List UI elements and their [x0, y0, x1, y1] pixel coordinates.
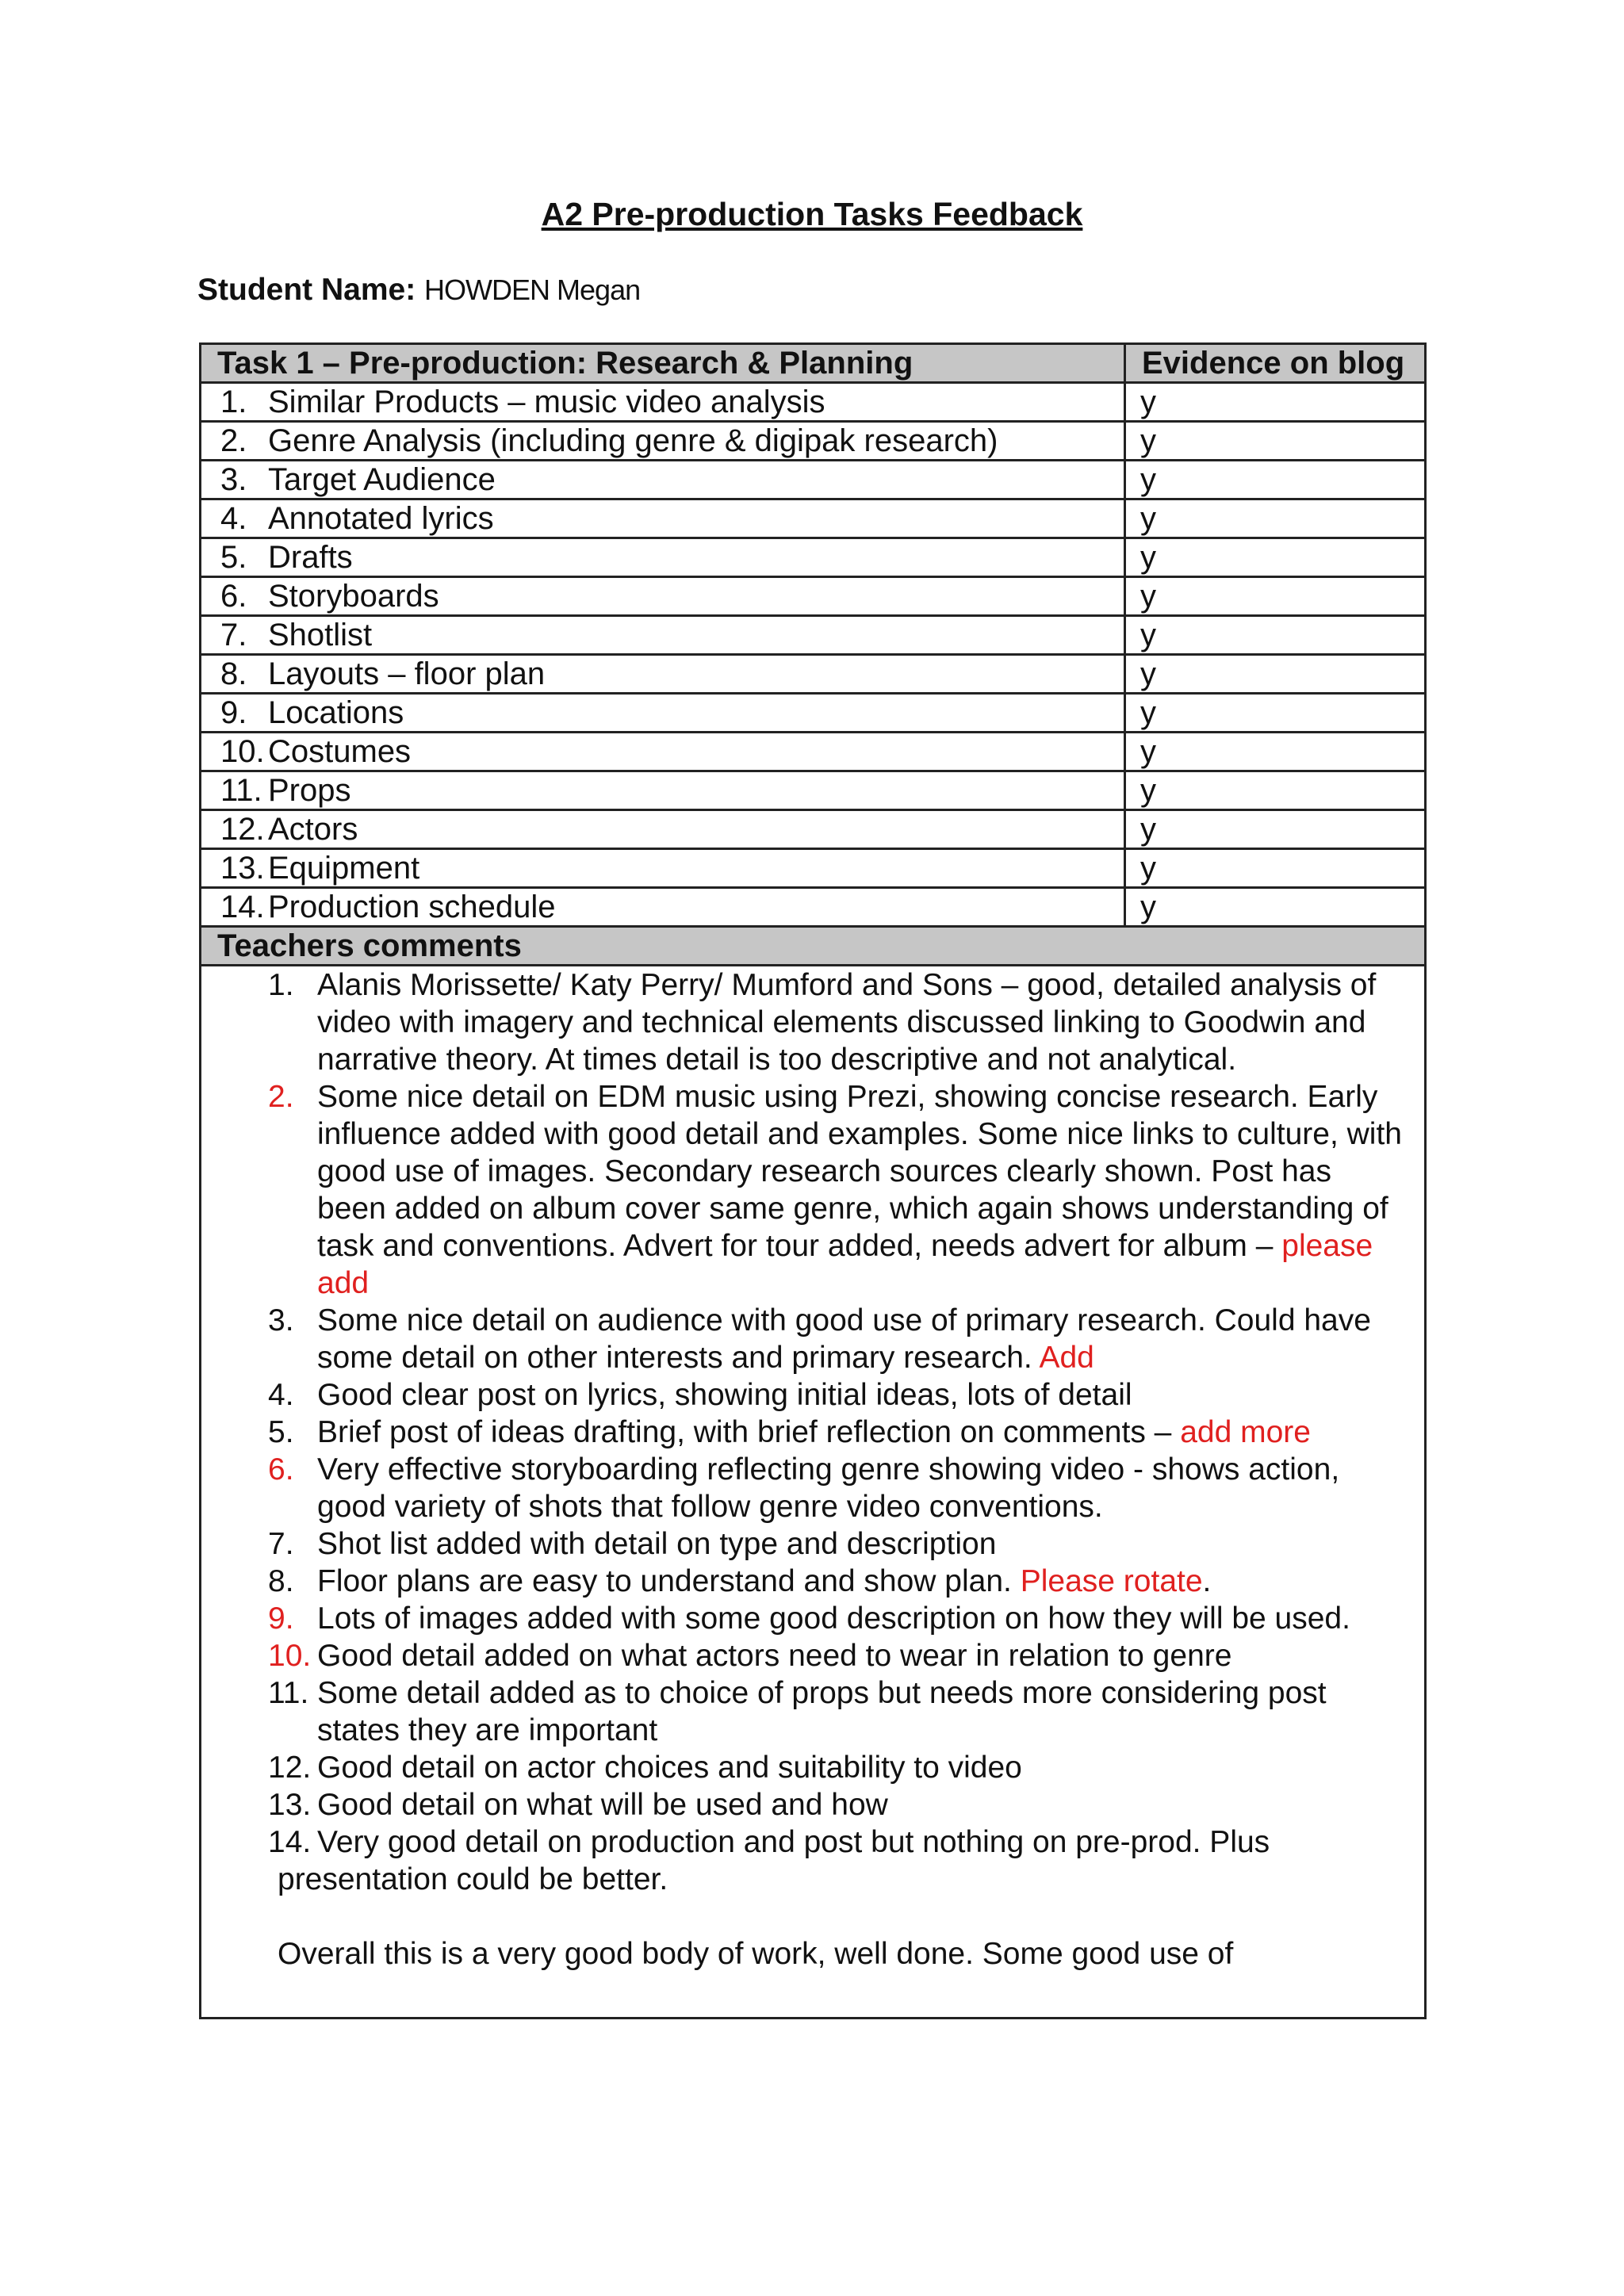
comment-action-highlight: add more	[1180, 1415, 1311, 1449]
evidence-cell: y	[1125, 422, 1426, 461]
task-table	[199, 342, 1427, 2019]
task-label: Production schedule	[268, 890, 556, 924]
task-label: Annotated lyrics	[268, 501, 494, 536]
comment-number: 4.	[268, 1378, 294, 1412]
task-column-header: Task 1 – Pre-production: Research & Planning	[201, 344, 1125, 383]
task-number: 3.	[220, 462, 247, 497]
table-row	[201, 771, 1426, 810]
evidence-cell: y	[1125, 810, 1426, 849]
task-cell	[201, 616, 1125, 655]
comments-row	[201, 966, 1426, 2019]
task-cell	[201, 694, 1125, 733]
comment-item	[201, 1823, 1424, 1861]
comment-text: Good detail added on what actors need to wear in relation to genre	[317, 1639, 1232, 1673]
task-label: Locations	[268, 695, 404, 730]
comment-number: 8.	[268, 1564, 294, 1598]
comment-item	[201, 1674, 1424, 1749]
task-cell	[201, 849, 1125, 888]
comments-cell	[201, 966, 1426, 2019]
evidence-cell: y	[1125, 733, 1426, 771]
comment-text: Lots of images added with some good description on how they will be used.	[317, 1601, 1350, 1636]
comment-item	[201, 1600, 1424, 1637]
comment-item	[201, 1451, 1424, 1525]
table-row	[201, 577, 1426, 616]
task-number: 6.	[220, 579, 247, 614]
table-row	[201, 849, 1426, 888]
task-cell	[201, 422, 1125, 461]
task-label: Costumes	[268, 734, 412, 769]
evidence-cell: y	[1125, 849, 1426, 888]
comment-number: 2.	[268, 1080, 294, 1114]
task-cell	[201, 383, 1125, 422]
task-label: Equipment	[268, 851, 420, 886]
task-cell	[201, 771, 1125, 810]
comment-text: Very effective storyboarding reflecting genre showing video - shows action, good variety of shots that follow genre video conventions.	[317, 1452, 1340, 1524]
task-number: 4.	[220, 501, 247, 536]
table-row	[201, 383, 1426, 422]
evidence-cell: y	[1125, 771, 1426, 810]
task-cell	[201, 810, 1125, 849]
student-name-line	[197, 268, 640, 312]
comment-number: 3.	[268, 1303, 294, 1337]
table-header-row	[201, 344, 1426, 383]
task-label: Similar Products – music video analysis	[268, 385, 825, 419]
task-cell	[201, 733, 1125, 771]
table-row	[201, 694, 1426, 733]
comment-text: Shot list added with detail on type and description	[317, 1527, 997, 1561]
student-name-value: HOWDEN Megan	[424, 274, 641, 306]
comment-action-highlight: please add	[317, 1229, 1373, 1300]
comment-action-highlight: Please rotate	[1020, 1564, 1203, 1598]
comment-text: Good detail on what will be used and how	[317, 1788, 888, 1822]
evidence-cell: y	[1125, 577, 1426, 616]
document-title: A2 Pre-production Tasks Feedback	[541, 196, 1083, 232]
task-number: 12.	[220, 812, 265, 847]
task-number: 10.	[220, 734, 265, 769]
comment-item	[201, 1786, 1424, 1823]
task-label: Target Audience	[268, 462, 496, 497]
comment-item	[201, 1414, 1424, 1451]
comment-text: Some detail added as to choice of props but needs more considering post states they are important	[317, 1676, 1327, 1747]
task-number: 2.	[220, 423, 247, 458]
task-cell	[201, 499, 1125, 538]
spacer	[201, 1898, 1424, 1935]
evidence-cell: y	[1125, 616, 1426, 655]
comment-number: 6.	[268, 1452, 294, 1487]
comment-item	[201, 1563, 1424, 1600]
comment-text: Very good detail on production and post but nothing on pre-prod. Plus	[317, 1825, 1270, 1859]
comment-number: 11.	[268, 1676, 309, 1710]
evidence-cell: y	[1125, 461, 1426, 499]
evidence-column-header: Evidence on blog	[1125, 344, 1426, 383]
comment-text: Good detail on actor choices and suitability to video	[317, 1751, 1022, 1785]
comment-number: 5.	[268, 1415, 294, 1449]
evidence-cell: y	[1125, 499, 1426, 538]
table-row	[201, 499, 1426, 538]
task-label: Genre Analysis (including genre & digipak research)	[268, 423, 998, 458]
comment-action-highlight: Add	[1039, 1341, 1094, 1375]
task-number: 5.	[220, 540, 247, 575]
comments-header: Teachers comments	[201, 927, 1426, 966]
comment-number: 13.	[268, 1788, 312, 1822]
comment-number: 10.	[268, 1639, 312, 1673]
task-cell	[201, 655, 1125, 694]
task-number: 9.	[220, 695, 247, 730]
comment-item	[201, 1302, 1424, 1376]
table-row	[201, 655, 1426, 694]
table-row	[201, 538, 1426, 577]
comment-text: Brief post of ideas drafting, with brief reflection on comments –	[317, 1415, 1181, 1449]
comment-number: 1.	[268, 968, 294, 1002]
task-cell	[201, 538, 1125, 577]
comment-item	[201, 966, 1424, 1078]
comment-item	[201, 1637, 1424, 1674]
evidence-cell: y	[1125, 888, 1426, 927]
comment-item	[201, 1749, 1424, 1786]
task-number: 8.	[220, 656, 247, 691]
table-row	[201, 461, 1426, 499]
task-label: Drafts	[268, 540, 353, 575]
comment-text: Floor plans are easy to understand and show plan.	[317, 1564, 1021, 1598]
task-label: Layouts – floor plan	[268, 656, 546, 691]
comment-number: 14.	[268, 1825, 312, 1859]
table-row	[201, 810, 1426, 849]
comment-text: Some nice detail on audience with good use of primary research. Could have some detail on other interests and primary research.	[317, 1303, 1371, 1375]
comment-item	[201, 1525, 1424, 1563]
task-cell	[201, 888, 1125, 927]
comment-item	[201, 1078, 1424, 1302]
task-number: 1.	[220, 385, 247, 419]
task-label: Shotlist	[268, 618, 373, 652]
task-cell	[201, 461, 1125, 499]
task-number: 14.	[220, 890, 265, 924]
comment-text: Some nice detail on EDM music using Prezi, showing concise research. Early influence added with good detail and examples. Some nice links to culture, with good use of images. Secondary research sources clearly shown. Post has been added on album cover same genre, which again shows understanding of task and conventions. Advert for tour added, needs advert for album –	[317, 1080, 1402, 1263]
task-number: 7.	[220, 618, 247, 652]
student-name-label: Student Name:	[197, 273, 416, 307]
comment-14-continuation: presentation could be better.	[278, 1862, 668, 1896]
evidence-cell: y	[1125, 538, 1426, 577]
task-cell	[201, 577, 1125, 616]
table-row	[201, 733, 1426, 771]
table-row	[201, 422, 1426, 461]
table-row	[201, 616, 1426, 655]
comment-text: Alanis Morissette/ Katy Perry/ Mumford and Sons – good, detailed analysis of video with imagery and technical elements discussed linking to Goodwin and narrative theory. At times detail is too descriptive and not analytical.	[317, 968, 1377, 1077]
overall-comment: Overall this is a very good body of work, well done. Some good use of	[278, 1937, 1234, 1971]
evidence-cell: y	[1125, 655, 1426, 694]
comments-header-row	[201, 927, 1426, 966]
task-number: 13.	[220, 851, 265, 886]
task-number: 11.	[220, 773, 262, 808]
comment-text: Good clear post on lyrics, showing initial ideas, lots of detail	[317, 1378, 1132, 1412]
comment-tail: .	[1202, 1564, 1212, 1598]
evidence-cell: y	[1125, 694, 1426, 733]
comment-number: 9.	[268, 1601, 294, 1636]
task-rows	[201, 383, 1426, 927]
comment-item	[201, 1376, 1424, 1414]
comment-number: 12.	[268, 1751, 312, 1785]
evidence-cell: y	[1125, 383, 1426, 422]
task-label: Actors	[268, 812, 358, 847]
task-label: Props	[268, 773, 351, 808]
task-label: Storyboards	[268, 579, 439, 614]
comments-list	[201, 966, 1424, 1861]
comment-number: 7.	[268, 1527, 294, 1561]
table-row	[201, 888, 1426, 927]
